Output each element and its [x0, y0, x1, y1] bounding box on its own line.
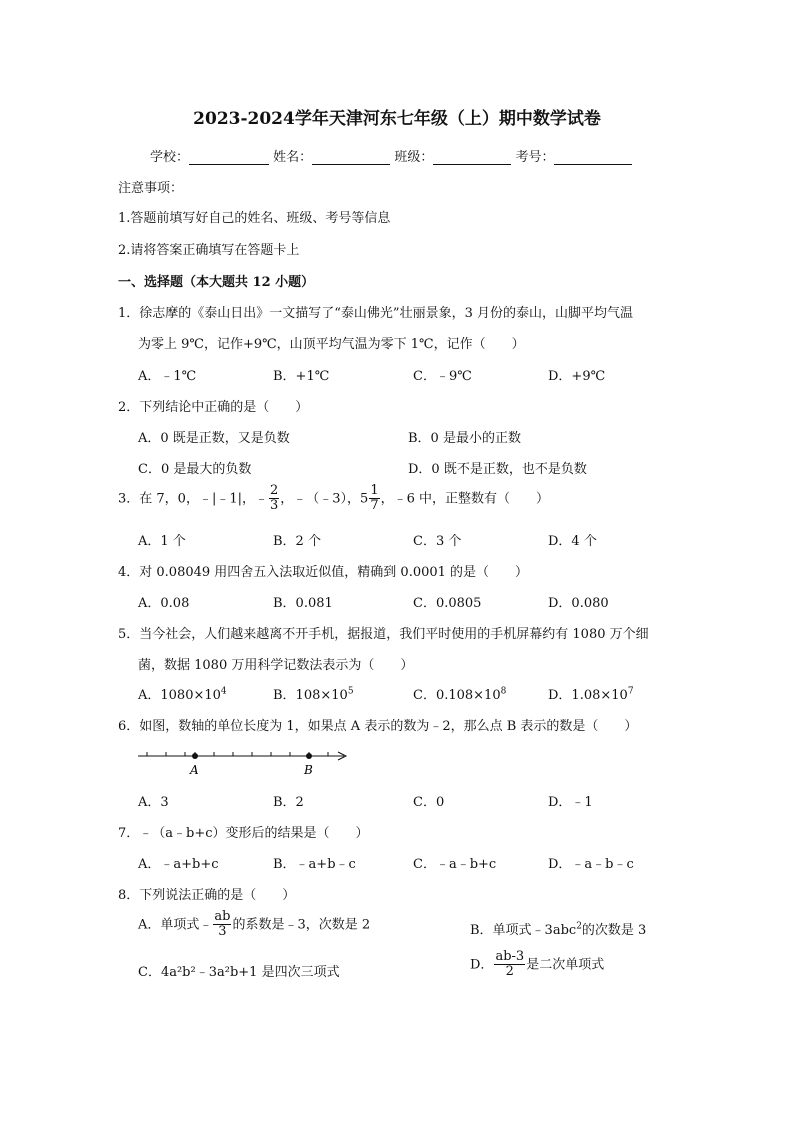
point-a-dot	[192, 753, 198, 759]
q6-option-b[interactable]: B．2	[273, 795, 304, 810]
q3-text-1: 3．在 7，0，﹣|﹣1|，﹣	[118, 491, 268, 507]
q1-line2: 为零上 9℃，记作+9℃，山顶平均气温为零下 1℃，记作（ ）	[138, 337, 525, 352]
fraction-ab-minus-3-over-2: $\frac{ab-3}{2}$	[495, 949, 525, 980]
number-label: 考号：	[515, 150, 555, 165]
q8-stem: 8．下列说法正确的是（ ）	[118, 888, 296, 903]
number-line-figure	[138, 744, 354, 780]
q4-option-c[interactable]: C．0.0805	[413, 596, 482, 611]
q6-option-c[interactable]: C．0	[413, 795, 445, 810]
q3-option-d[interactable]: D．4 个	[548, 534, 597, 549]
tick-marks	[147, 752, 328, 756]
q7-option-b[interactable]: B．﹣a+b﹣c	[273, 857, 356, 872]
q2-stem: 2．下列结论中正确的是（ ）	[118, 400, 309, 415]
q1-option-b[interactable]: B．+1℃	[273, 369, 330, 384]
note-1: 1.答题前填写好自己的姓名、班级、考号等信息	[118, 211, 391, 226]
fraction-ab-3: $\frac{ab}{3}$	[214, 909, 231, 940]
fraction-1-7: $\frac{1}{7}$	[370, 483, 379, 514]
q4-stem: 4．对 0.08049 用四舍五入法取近似值，精确到 0.0001 的是（ ）	[118, 565, 529, 580]
school-label: 学校：	[150, 150, 190, 165]
q2-option-b[interactable]: B．0 是最小的正数	[408, 431, 521, 446]
q6-option-d[interactable]: D．﹣1	[548, 795, 593, 810]
q3-text-2: ，﹣（﹣3），5	[280, 491, 369, 507]
notes-heading: 注意事项：	[118, 181, 184, 196]
q7-option-a[interactable]: A．﹣a+b+c	[138, 857, 219, 872]
q5-line2: 菌，数据 1080 万用科学记数法表示为（ ）	[138, 658, 414, 673]
q2-option-c[interactable]: C．0 是最大的负数	[138, 462, 252, 477]
q3-stem	[118, 484, 549, 514]
q3-option-b[interactable]: B．2 个	[273, 534, 321, 549]
q3-option-a[interactable]: A．1 个	[138, 534, 186, 549]
fraction-2-3: $\frac{2}{3}$	[269, 483, 279, 514]
q6-option-a[interactable]: A．3	[138, 795, 169, 810]
q4-option-b[interactable]: B．0.081	[273, 596, 333, 611]
q1-line1: 1．徐志摩的《泰山日出》一文描写了“泰山佛光”壮丽景象，3 月份的泰山，山脚平均气温	[118, 306, 633, 321]
class-blank[interactable]	[433, 150, 511, 165]
number-blank[interactable]	[554, 150, 632, 165]
q8-option-c[interactable]: C．4a²b²﹣3a²b+1 是四次三项式	[138, 965, 340, 980]
point-b-label: B	[304, 763, 313, 777]
point-a-label: A	[190, 763, 199, 777]
q8-option-a[interactable]: A．单项式﹣ $\frac{ab}{3}$ 的系数是﹣3，次数是 2	[138, 909, 371, 940]
q3-text-3: ，﹣6 中，正整数有（ ）	[380, 491, 549, 507]
q8-option-b[interactable]: B．单项式﹣3abc$^2$的次数是 3	[470, 921, 647, 938]
point-b-dot	[306, 753, 312, 759]
school-blank[interactable]	[189, 150, 269, 165]
section-heading: 一、选择题（本大题共 12 小题）	[118, 275, 315, 290]
q1-option-c[interactable]: C．﹣9℃	[413, 369, 472, 384]
q3-option-c[interactable]: C．3 个	[413, 534, 462, 549]
q6-stem: 6．如图，数轴的单位长度为 1，如果点 A 表示的数为﹣2，那么点 B 表示的数是（ ）	[118, 719, 638, 734]
q1-option-a[interactable]: A．﹣1℃	[138, 369, 197, 384]
q7-option-d[interactable]: D．﹣a﹣b﹣c	[548, 857, 634, 872]
q5-option-b[interactable]: B．$108\times 10^5$	[273, 686, 354, 703]
q2-option-d[interactable]: D．0 既不是正数，也不是负数	[408, 462, 587, 477]
q7-stem: 7．﹣（a﹣b+c）变形后的结果是（ ）	[118, 826, 369, 841]
q5-line1: 5．当今社会，人们越来越离不开手机，据报道，我们平时使用的手机屏幕约有 1080 万个细	[118, 627, 649, 642]
q5-option-c[interactable]: C．$0.108\times 10^8$	[413, 686, 507, 703]
q7-option-c[interactable]: C．﹣a﹣b+c	[413, 857, 497, 872]
class-label: 班级：	[394, 150, 434, 165]
q1-option-d[interactable]: D．+9℃	[548, 369, 606, 384]
q2-option-a[interactable]: A．0 既是正数，又是负数	[138, 431, 290, 446]
q8-option-d[interactable]: D． $\frac{ab-3}{2}$ 是二次单项式	[470, 949, 605, 980]
q5-option-d[interactable]: D．$1.08\times 10^7$	[548, 686, 634, 703]
name-blank[interactable]	[312, 150, 390, 165]
student-info-row	[150, 146, 632, 165]
q4-option-d[interactable]: D．0.080	[548, 596, 609, 611]
q5-option-a[interactable]: A．$1080\times 10^4$	[138, 686, 227, 703]
q4-option-a[interactable]: A．0.08	[138, 596, 190, 611]
exam-title: 2023-2024学年天津河东七年级（上）期中数学试卷	[193, 109, 601, 129]
name-label: 姓名：	[273, 150, 313, 165]
note-2: 2.请将答案正确填写在答题卡上	[118, 243, 300, 258]
